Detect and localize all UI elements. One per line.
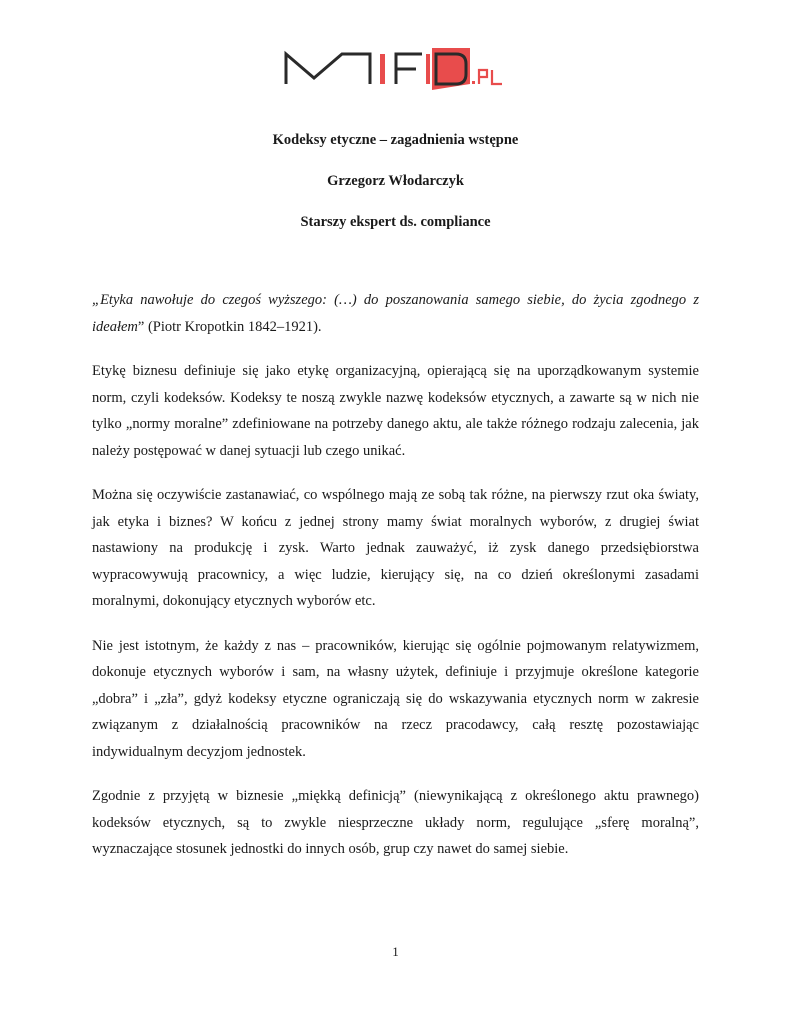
mifid-logo-mark: [284, 44, 508, 92]
quote-text: „Etyka nawołuje do czegoś wyższego: (…) do poszanowania samego siebie, do życia zgodnego z ideałem: [92, 292, 699, 335]
body-paragraph: Etykę biznesu definiuje się jako etykę organizacyjną, opierającą się na uporządkowanym systemie norm, czyli kodeksów. Kodeksy te noszą zwykle nazwę kodeksów etycznych, a zawarte są w nich nie tylko „normy moralne” zdefiniowane na potrzeby danego aktu, ale także różnego rodzaju zalecenia, jak należy postępować w danej sytuacji lub czego unikać.: [92, 363, 699, 459]
quote-attribution: ” (Piotr Kropotkin 1842–1921).: [137, 318, 322, 335]
body-paragraph: Można się oczywiście zastanawiać, co wspólnego mają ze sobą tak różne, na pierwszy rzut oka światy, jak etyka i biznes? W końcu z jednej strony mamy świat moralnych wyborów, z drugiej świat nastawiony na produkcję i zysk. Warto jednak zauważyć, iż zysk danego przedsiębiorstwa wypracowywują pracownicy, a więc ludzie, kierujący się, na co dzień określonymi zasadami moralnymi, dokonujący etycznych wyborów etc.: [92, 487, 699, 609]
quote-paragraph: [92, 287, 699, 340]
document-body: [92, 287, 699, 881]
body-paragraph: Nie jest istotnym, że każdy z nas – pracowników, kierując się ogólnie pojmowanym relatywizmem, dokonuje etycznych wyborów i sam, na własny użytek, definiuje i przyjmuje określone kategorie „dobra” i „zła”, gdyż kodeksy etyczne ograniczają się do wskazywania etycznych norm w zakresie związanym z działalnością pracowników na rzecz pracodawcy, całą resztę pozostawiając indywidualnym decyzjom jednostek.: [92, 637, 699, 760]
page-number: 1: [392, 944, 399, 959]
author-name: Grzegorz Włodarczyk: [327, 173, 464, 189]
mifid-logo: [284, 44, 508, 92]
document-title: Kodeksy etyczne – zagadnienia wstępne: [272, 132, 519, 148]
author-role: Starszy ekspert ds. compliance: [300, 214, 491, 230]
body-paragraph: Zgodnie z przyjętą w biznesie „miękką definicją” (niewynikającą z określonego aktu prawnego) kodeksów etycznych, są to zwykle niesprzeczne układy norm, regulujące „sferę moralną”, wyznaczające stosunek jednostki do innych osób, grup czy nawet do samej siebie.: [92, 788, 699, 857]
